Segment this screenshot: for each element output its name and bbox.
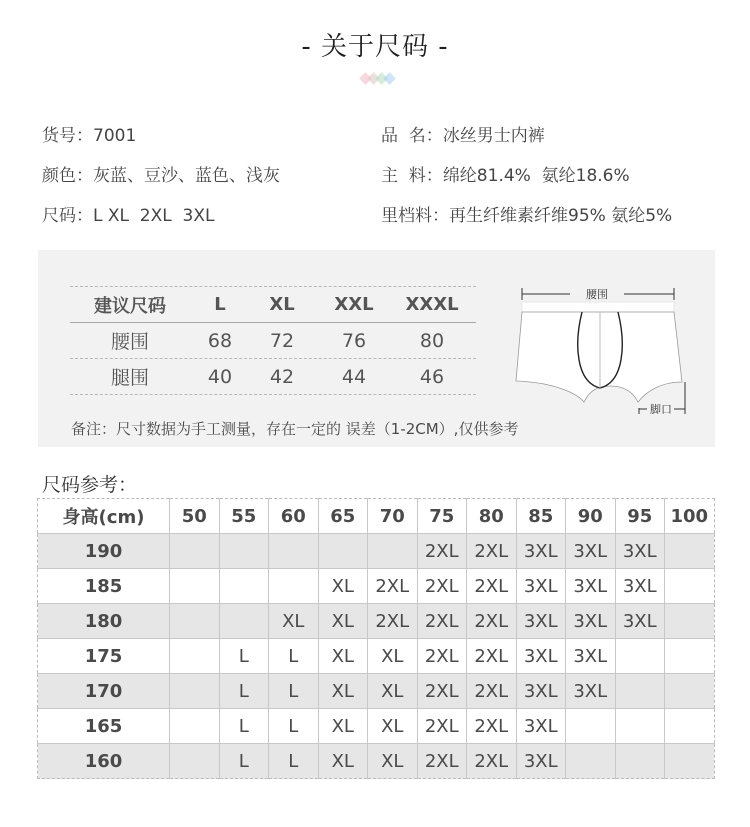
header-weight-cell: 55: [219, 499, 269, 534]
cell: 80: [419, 329, 445, 352]
size-cell: XL: [318, 744, 368, 779]
size-cell: XL: [368, 744, 418, 779]
size-cell: [219, 604, 269, 639]
size-cell: XL: [318, 674, 368, 709]
size-cell: 2XL: [417, 534, 467, 569]
size-cell: XL: [368, 709, 418, 744]
row-label: 腰围: [110, 331, 149, 353]
header-weight-cell: 90: [566, 499, 616, 534]
size-cell: L: [269, 674, 319, 709]
diamond-decoration-icon: [361, 72, 401, 84]
size-cell: [665, 604, 715, 639]
size-cell: 2XL: [417, 639, 467, 674]
row-height-cell: 185: [38, 569, 170, 604]
size-cell: [170, 674, 220, 709]
size-cell: [615, 744, 665, 779]
info-label: 颜色：: [42, 166, 93, 186]
header-cell: XL: [269, 294, 295, 315]
size-cell: 2XL: [467, 744, 517, 779]
size-cell: XL: [318, 709, 368, 744]
info-value: 绵纶81.4% 氨纶18.6%: [442, 166, 630, 186]
info-item-number: [42, 121, 136, 146]
size-cell: L: [269, 744, 319, 779]
size-cell: [665, 674, 715, 709]
header-cell: XXL: [334, 294, 374, 315]
size-cell: [665, 709, 715, 744]
table-row: [38, 604, 715, 639]
size-cell: 3XL: [615, 604, 665, 639]
size-cell: 2XL: [467, 534, 517, 569]
size-chart-panel: [38, 250, 715, 447]
page-title: - 关于尺码 -: [301, 32, 449, 62]
header-weight-cell: 60: [269, 499, 319, 534]
cell: 40: [207, 365, 233, 388]
size-reference-table: [37, 498, 715, 779]
size-cell: [170, 709, 220, 744]
size-cell: 3XL: [615, 534, 665, 569]
size-cell: [269, 534, 319, 569]
info-lining-material: [381, 201, 672, 226]
size-cell: XL: [318, 639, 368, 674]
svg-text:腰围: 腰围: [586, 288, 608, 301]
svg-text:脚口: 脚口: [650, 403, 672, 414]
size-cell: 2XL: [467, 709, 517, 744]
size-cell: L: [219, 639, 269, 674]
size-cell: 2XL: [417, 709, 467, 744]
cell: 76: [341, 329, 367, 352]
size-cell: [219, 569, 269, 604]
size-cell: [170, 744, 220, 779]
table-row: [38, 709, 715, 744]
info-main-material: [381, 161, 630, 186]
size-cell: [170, 534, 220, 569]
size-cell: 3XL: [615, 569, 665, 604]
size-cell: [665, 639, 715, 674]
row-label: 腿围: [110, 367, 149, 389]
size-cell: [368, 534, 418, 569]
cell: 72: [269, 329, 295, 352]
row-height-cell: 180: [38, 604, 170, 639]
size-cell: 3XL: [516, 569, 566, 604]
size-cell: 2XL: [368, 569, 418, 604]
size-cell: 2XL: [417, 569, 467, 604]
size-cell: [566, 709, 616, 744]
size-cell: [665, 569, 715, 604]
info-label: 货号：: [42, 126, 93, 146]
header-weight-cell: 85: [516, 499, 566, 534]
size-cell: 3XL: [516, 604, 566, 639]
table-row: [38, 744, 715, 779]
size-cell: L: [219, 674, 269, 709]
header-weight-cell: 50: [170, 499, 220, 534]
size-cell: 3XL: [566, 569, 616, 604]
info-value: 灰蓝、豆沙、蓝色、浅灰: [93, 166, 280, 186]
size-cell: [269, 569, 319, 604]
info-label: 尺码：: [42, 206, 93, 226]
size-chart-table: [70, 286, 476, 395]
info-value: 7001: [93, 126, 137, 146]
size-cell: [615, 674, 665, 709]
row-height-cell: 190: [38, 534, 170, 569]
header-cell: L: [214, 294, 226, 315]
header-weight-cell: 100: [665, 499, 715, 534]
size-chart-row-waist: [70, 323, 476, 358]
size-cell: 2XL: [417, 674, 467, 709]
size-cell: [665, 744, 715, 779]
header-weight-cell: 65: [318, 499, 368, 534]
size-cell: XL: [269, 604, 319, 639]
size-cell: [170, 604, 220, 639]
divider: [70, 394, 476, 395]
size-cell: 3XL: [516, 534, 566, 569]
size-cell: [170, 569, 220, 604]
size-cell: 2XL: [467, 639, 517, 674]
size-cell: [318, 534, 368, 569]
info-value: L XL 2XL 3XL: [93, 206, 215, 226]
table-row: [38, 569, 715, 604]
size-cell: XL: [318, 604, 368, 639]
size-cell: L: [269, 709, 319, 744]
cell: 68: [207, 329, 233, 352]
row-height-cell: 160: [38, 744, 170, 779]
size-chart-row-leg: [70, 359, 476, 394]
info-value: 再生纤维素纤维95% 氨纶5%: [449, 206, 673, 226]
row-height-cell: 165: [38, 709, 170, 744]
info-label: 里档料：: [381, 206, 449, 226]
size-chart-header: [70, 287, 476, 322]
header-weight-cell: 95: [615, 499, 665, 534]
size-cell: 3XL: [566, 674, 616, 709]
size-cell: 3XL: [516, 709, 566, 744]
size-cell: 3XL: [566, 639, 616, 674]
table-row: [38, 639, 715, 674]
size-cell: 2XL: [467, 604, 517, 639]
table-row: [38, 674, 715, 709]
measurement-note: 备注：尺寸数据为手工测量，存在一定的 误差（1-2CM）,仅供参考: [71, 420, 519, 438]
size-cell: 2XL: [467, 569, 517, 604]
size-cell: 3XL: [566, 604, 616, 639]
info-label: 品 名：: [381, 126, 443, 146]
row-height-cell: 175: [38, 639, 170, 674]
size-cell: XL: [318, 569, 368, 604]
header-cell: 建议尺码: [94, 295, 166, 317]
row-height-cell: 170: [38, 674, 170, 709]
size-cell: 2XL: [417, 744, 467, 779]
briefs-outline-icon: [510, 264, 710, 414]
info-sizes: [42, 201, 214, 226]
size-cell: [615, 709, 665, 744]
reference-title: 尺码参考：: [42, 474, 138, 496]
size-cell: 3XL: [566, 534, 616, 569]
table-row: [38, 534, 715, 569]
size-cell: [615, 639, 665, 674]
info-label: 主 料：: [381, 166, 443, 186]
size-cell: XL: [368, 639, 418, 674]
header-weight-cell: 70: [368, 499, 418, 534]
info-product-name: [381, 121, 545, 146]
size-cell: L: [219, 744, 269, 779]
cell: 44: [341, 365, 367, 388]
header-height-label: 身高(cm): [38, 499, 170, 534]
size-cell: [170, 639, 220, 674]
underwear-diagram: [510, 264, 710, 414]
size-cell: L: [269, 639, 319, 674]
info-colors: [42, 161, 280, 186]
header-weight-cell: 80: [467, 499, 517, 534]
size-cell: [219, 534, 269, 569]
size-cell: 3XL: [516, 639, 566, 674]
cell: 42: [269, 365, 295, 388]
header-weight-cell: 75: [417, 499, 467, 534]
info-value: 冰丝男士内裤: [442, 126, 545, 146]
size-cell: [566, 744, 616, 779]
size-cell: 2XL: [417, 604, 467, 639]
cell: 46: [419, 365, 445, 388]
size-cell: 3XL: [516, 744, 566, 779]
size-cell: 2XL: [467, 674, 517, 709]
size-cell: 3XL: [516, 674, 566, 709]
size-cell: [665, 534, 715, 569]
reference-header-row: [38, 499, 715, 534]
size-cell: XL: [368, 674, 418, 709]
size-cell: 2XL: [368, 604, 418, 639]
size-cell: L: [219, 709, 269, 744]
header-cell: XXXL: [405, 294, 459, 315]
diamond-blue: [383, 72, 396, 85]
